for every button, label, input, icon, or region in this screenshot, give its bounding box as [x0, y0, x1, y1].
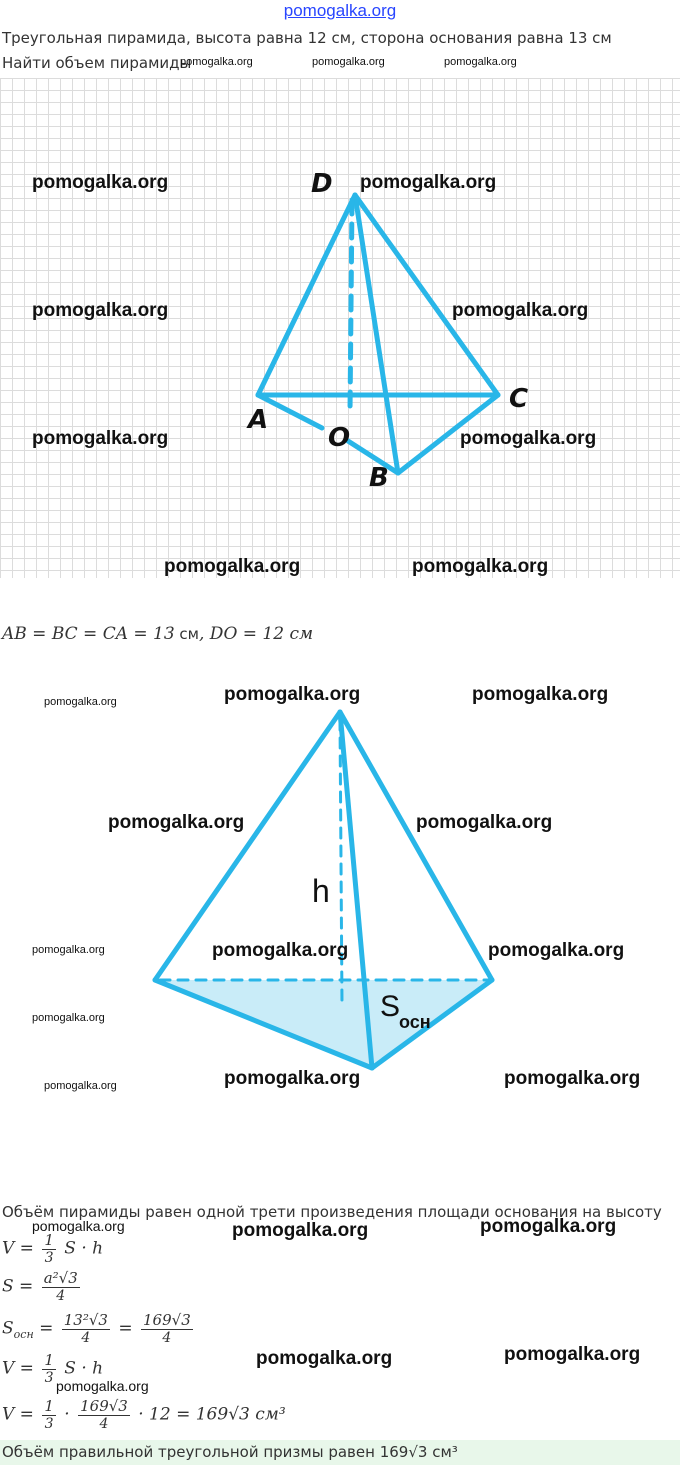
height-do — [350, 200, 352, 412]
watermark: pomogalka.org — [212, 940, 349, 961]
edge-da — [258, 195, 355, 395]
watermark: pomogalka.org — [412, 556, 549, 577]
watermark: pomogalka.org — [32, 172, 169, 193]
watermark: pomogalka.org — [32, 1012, 105, 1024]
given-equation: AB = BC = CA = 13 см, DO = 12 см — [2, 624, 314, 644]
label-s-sub: осн — [399, 1012, 431, 1032]
label-b: B — [369, 463, 389, 493]
watermark: pomogalka.org — [108, 812, 245, 833]
watermark: pomogalka.org — [224, 684, 361, 705]
base-fill — [155, 980, 492, 1068]
watermark: pomogalka.org — [56, 1378, 149, 1394]
label-h: h — [312, 873, 330, 909]
watermark: pomogalka.org — [416, 812, 553, 833]
solution-explanation: Объём пирамиды равен одной трети произведения площади основания на высоту — [2, 1203, 662, 1221]
task-line-1: Треугольная пирамида, высота равна 12 см, сторона основания равна 13 см — [2, 29, 612, 47]
label-s: S — [380, 990, 401, 1023]
watermark: pomogalka.org — [164, 556, 301, 577]
formula-volume-repeat: V = $\frac{1}{3}$ S · h — [2, 1351, 104, 1386]
watermark: pomogalka.org — [452, 300, 589, 321]
watermark: pomogalka.org — [180, 56, 253, 68]
watermark: pomogalka.org — [32, 300, 169, 321]
answer-text: Объём правильной треугольной призмы равен 169√3 см³ — [2, 1443, 458, 1461]
label-o: O — [328, 423, 351, 453]
watermark: pomogalka.org — [44, 696, 117, 708]
watermark: pomogalka.org — [480, 1216, 617, 1237]
edge-dc — [355, 195, 498, 395]
formula-volume-result: V = $\frac{1}{3}$ · $\frac{169√3}{4}$ · 12 = 169√3 см³ — [2, 1397, 286, 1432]
formula-base-area-value: $S_{осн}$ = $\frac{\text{13²√3}}{4}$ = $\frac{169√3}{4}$ — [2, 1311, 191, 1346]
watermark: pomogalka.org — [224, 1068, 361, 1089]
watermark: pomogalka.org — [32, 944, 105, 956]
watermark: pomogalka.org — [232, 1220, 369, 1241]
pyramid-figure-2 — [0, 680, 680, 1100]
watermark: pomogalka.org — [504, 1344, 641, 1365]
formula-volume: V = $\frac{1}{3}$ S · h — [2, 1231, 104, 1266]
watermark: pomogalka.org — [256, 1348, 393, 1369]
watermark: pomogalka.org — [312, 56, 385, 68]
watermark: pomogalka.org — [44, 1080, 117, 1092]
watermark: pomogalka.org — [444, 56, 517, 68]
watermark: pomogalka.org — [488, 940, 625, 961]
label-d: D — [311, 169, 333, 199]
watermark: pomogalka.org — [32, 428, 169, 449]
watermark: pomogalka.org — [460, 428, 597, 449]
label-c: C — [509, 384, 529, 414]
watermark: pomogalka.org — [504, 1068, 641, 1089]
label-a: A — [248, 405, 269, 435]
site-logo-link[interactable]: pomogalka.org — [283, 1, 397, 20]
watermark: pomogalka.org — [472, 684, 609, 705]
task-line-2: Найти объем пирамиды — [2, 54, 192, 72]
watermark: pomogalka.org — [32, 1218, 125, 1234]
formula-base-area: S = $\frac{\text{a²√3}}{4}$ — [2, 1269, 78, 1304]
watermark: pomogalka.org — [360, 172, 497, 193]
edge-db — [355, 195, 398, 473]
